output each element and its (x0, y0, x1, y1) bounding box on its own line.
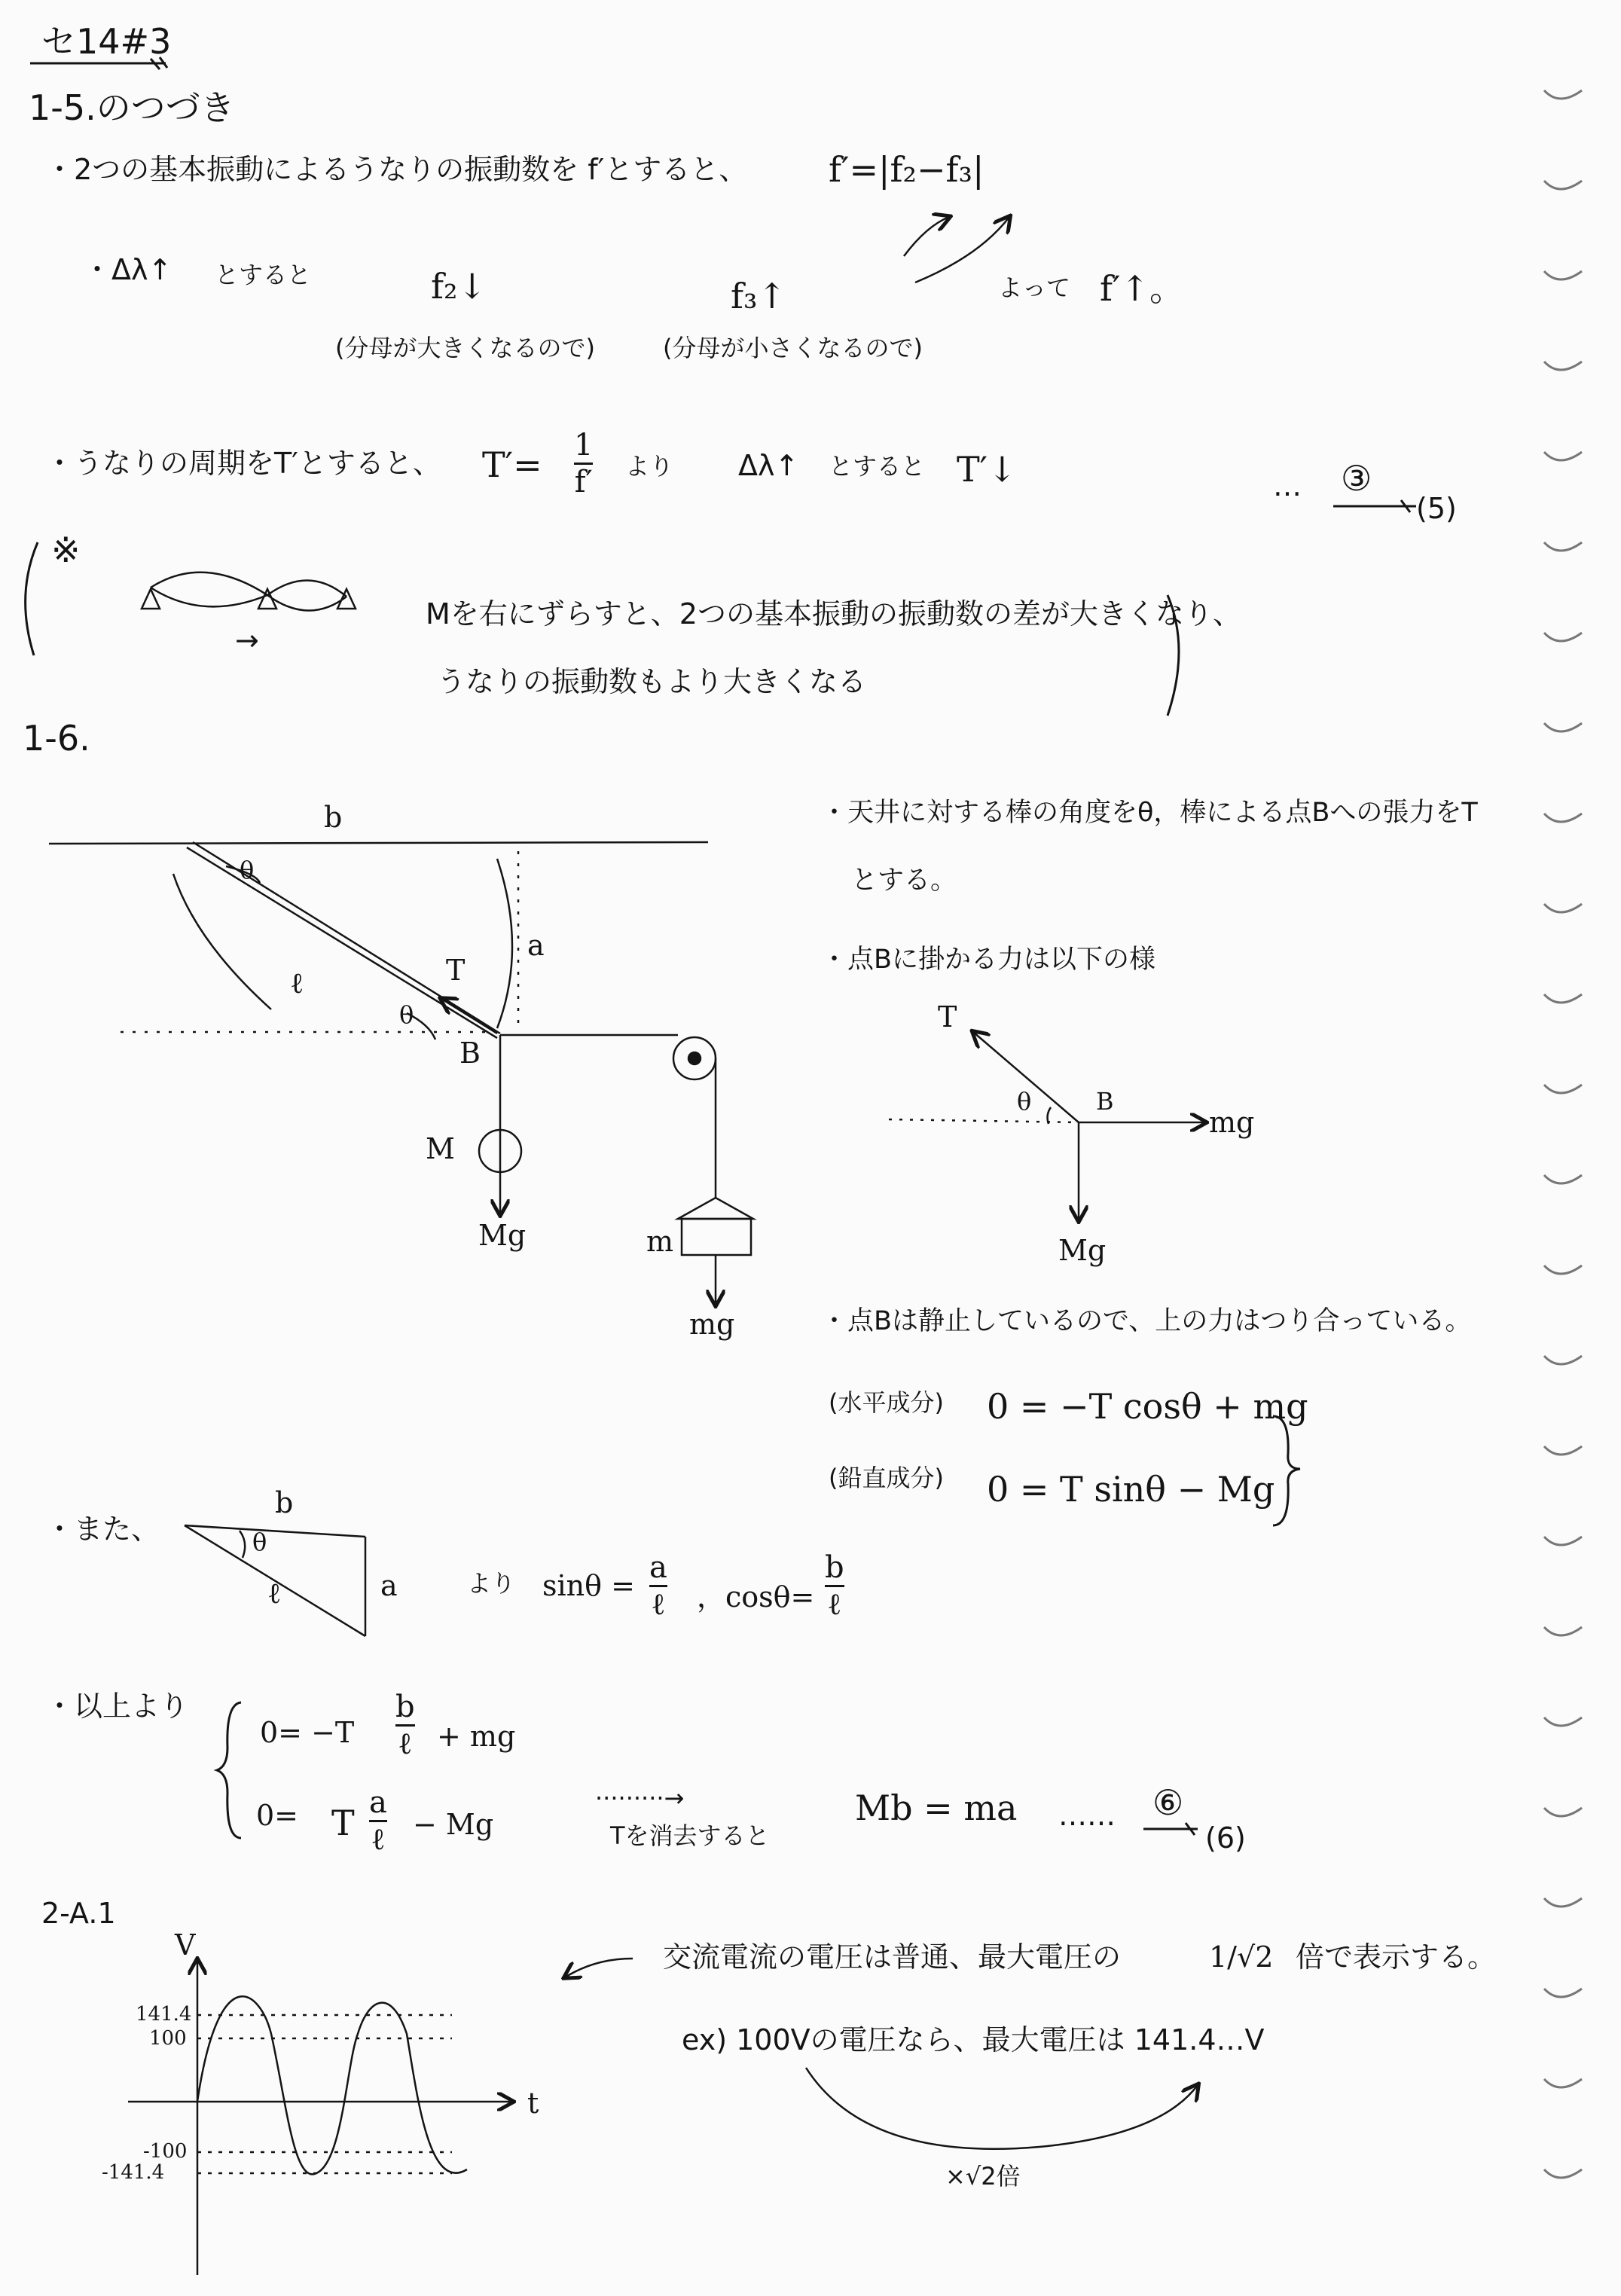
s2a-note1-frac: 1/√2 (1209, 1940, 1274, 1974)
sin-fraction (649, 1552, 667, 1620)
answer-underline-5 (1333, 500, 1416, 512)
sys1-num: b (395, 1690, 415, 1724)
fbd-label-mg: mg (1209, 1106, 1255, 1139)
graph-tick-141: 141.4 (136, 2003, 192, 2026)
tri-label-l: ℓ (267, 1577, 282, 1610)
s2a-note1-post: 倍で表示する。 (1296, 1940, 1497, 1974)
f-arrow-1 (904, 217, 949, 256)
graph-axis-t: t (527, 2087, 539, 2120)
eq-brace (1273, 1416, 1300, 1525)
fbd-label-T: T (938, 1000, 957, 1034)
note-arrow-to-graph (565, 1959, 633, 1977)
sys2-rhs: − Mg (413, 1808, 494, 1841)
s16-answer: ⑥ (1152, 1782, 1184, 1823)
diag-label-a: a (527, 929, 545, 962)
s15-answer: ③ (1341, 458, 1372, 499)
s15-line3-T: T′= (482, 444, 542, 485)
sine-curve (197, 1996, 467, 2174)
s15-f3-up: f₃↑ (731, 276, 787, 316)
system-brace (217, 1702, 241, 1838)
tri-label-b: b (275, 1486, 294, 1519)
s15-line1-formula: f′=|f₂−f₃| (829, 149, 985, 190)
tri-label-a: a (380, 1569, 398, 1602)
s15-line3-result: T′↓ (957, 449, 1017, 490)
sin-num: a (649, 1550, 667, 1585)
tri-yori: より (467, 1569, 516, 1598)
s2a-note2: ex) 100Vの電圧なら、最大電圧は 141.4…V (682, 2023, 1265, 2056)
graph-tick-neg100: -100 (143, 2140, 188, 2163)
string-vibration-figure (142, 572, 356, 611)
sys1-fraction (395, 1691, 415, 1760)
answer-underline-6 (1143, 1823, 1198, 1835)
sys2-den: ℓ (371, 1822, 386, 1857)
diag-label-mg: mg (689, 1308, 735, 1341)
s15-note-line2: うなりの振動数もより大きくなる (437, 665, 867, 698)
diag-label-Mg: Mg (478, 1219, 527, 1252)
sys2-T: T (331, 1803, 355, 1843)
s15-line3-fraction (574, 429, 593, 498)
s15-line3-yori: より (625, 452, 674, 481)
s16-desc2: ・点Bに掛かる力は以下の様 (821, 945, 1156, 975)
sin-den: ℓ (651, 1587, 666, 1622)
tri-label-theta: θ (252, 1528, 267, 1556)
s16-result: Mb = ma (855, 1788, 1018, 1828)
s15-answer-tag: (5) (1416, 492, 1457, 525)
graph-tick-100: 100 (149, 2027, 187, 2050)
s16-ijou: ・以上より (45, 1690, 189, 1723)
s2a-note3: ×√2倍 (945, 2162, 1021, 2191)
fbd-label-Mg: Mg (1058, 1234, 1107, 1267)
eq1-formula: 0 = −T cosθ + mg (987, 1386, 1308, 1427)
s15-dl-up: ・Δλ↑ (83, 253, 172, 286)
cos-fraction (825, 1552, 844, 1620)
f-arrow-2 (915, 217, 1009, 282)
s15-f2-down: f₂↓ (431, 266, 487, 307)
s15-f3-reason: (分母が小さくなるので) (663, 334, 923, 362)
sys2-num: a (369, 1785, 387, 1820)
s15-line3-suru: とすると (829, 452, 926, 481)
s16-dots: …… (1058, 1799, 1116, 1832)
diag-label-B: B (459, 1037, 481, 1070)
sqrt2-arrow (806, 2068, 1198, 2149)
s15-dots: … (1273, 469, 1302, 502)
fbd-label-B: B (1096, 1087, 1114, 1116)
s15-note-arrow: → (235, 624, 259, 657)
notebook-rings (1544, 90, 1582, 2178)
note-bracket-left (26, 542, 38, 655)
sys1-rhs: + mg (437, 1720, 516, 1753)
diag-label-M: M (426, 1132, 455, 1165)
sys-elim-text: Tを消去すると (610, 1821, 770, 1850)
s15-note-line1: Mを右にずらすと、2つの基本振動の振動数の差が大きくなり、 (426, 597, 1241, 630)
cos-den: ℓ (827, 1587, 842, 1622)
s16-answer-tag: (6) (1205, 1821, 1246, 1855)
diag-label-l: ℓ (290, 966, 304, 1000)
cos-lhs: ，cosθ= (697, 1580, 815, 1614)
s16-mata: ・また、 (45, 1513, 160, 1546)
sys1-den: ℓ (398, 1727, 413, 1761)
s15-note-mark: ※ (51, 530, 81, 570)
eq1-label: (水平成分) (829, 1388, 944, 1417)
free-body-diagram (889, 1032, 1205, 1220)
section-1-6-heading: 1-6. (23, 718, 90, 759)
eq2-formula: 0 = T sinθ − Mg (987, 1469, 1275, 1510)
diag-label-T: T (446, 954, 466, 987)
diag-label-m: m (646, 1225, 674, 1258)
sys2-lhs: 0= (256, 1799, 299, 1832)
eq2-label: (鉛直成分) (829, 1464, 944, 1492)
graph-axis-v: V (175, 1928, 196, 1962)
section-1-5-heading: 1-5.のつづき (29, 87, 235, 128)
diag-label-theta-top: θ (240, 856, 255, 884)
s15-line3-dl: Δλ↑ (738, 449, 799, 482)
cos-num: b (825, 1550, 844, 1585)
s15-yotte: よって (998, 273, 1071, 302)
s15-f2-reason: (分母が大きくなるので) (335, 334, 595, 362)
section-2a1-heading: 2-A.1 (41, 1897, 116, 1930)
s16-desc1b: とする。 (851, 866, 957, 896)
diag-label-b: b (324, 801, 343, 834)
s15-line3-num: 1 (574, 428, 594, 463)
s15-line3-den: f′ (574, 465, 593, 499)
sys-arrow: ·········→ (595, 1784, 685, 1812)
fbd-label-theta: θ (1017, 1087, 1032, 1116)
sin-lhs: sinθ = (542, 1569, 635, 1602)
page-title: セ14#3 (41, 21, 172, 62)
s15-fp-up: f′↑。 (1100, 268, 1185, 309)
s16-desc1: ・天井に対する棒の角度をθ，棒による点Bへの張力をT (821, 798, 1478, 828)
s15-line1-text: ・2つの基本振動によるうなりの振動数を f′とすると、 (45, 153, 748, 186)
graph-tick-neg141: -141.4 (102, 2161, 165, 2184)
s15-line3-text: ・うなりの周期をT′とすると、 (45, 447, 441, 480)
s16-desc3: ・点Bは静止しているので、上の力はつり合っている。 (821, 1306, 1472, 1336)
sys2-fraction (369, 1787, 387, 1855)
diag-label-theta-b: θ (399, 1000, 414, 1029)
sys1-lhs: 0= −T (260, 1716, 355, 1749)
s2a-note1-pre: 交流電流の電圧は普通、最大電圧の (663, 1940, 1122, 1974)
s15-tosuruto: とすると (215, 261, 312, 289)
